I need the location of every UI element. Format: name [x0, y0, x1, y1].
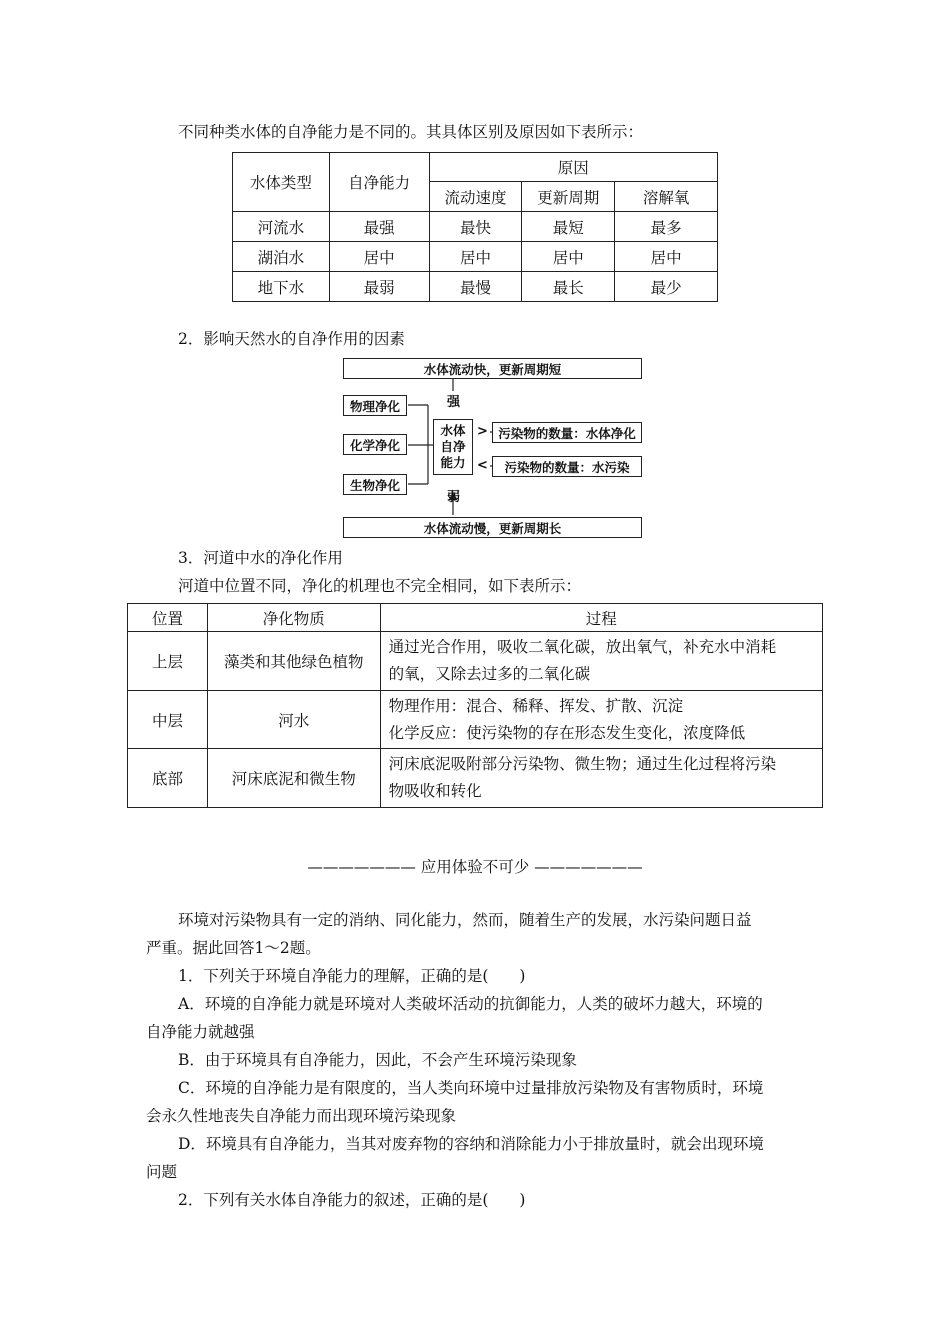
cell-oxygen: 最多 [615, 212, 718, 242]
lt-sign: < [477, 458, 488, 473]
cell-cycle: 最长 [522, 272, 615, 302]
diagram-top-box: 水体流动快，更新周期短 [343, 358, 642, 379]
cell-type: 河流水 [233, 212, 330, 242]
cell-position: 上层 [128, 632, 208, 691]
intro-line: 环境对污染物具有一定的消纳、同化能力，然而，随着生产的发展，水污染问题日益 [178, 911, 752, 929]
option-b: B．由于环境具有自净能力，因此，不会产生环境污染现象 [178, 1051, 577, 1069]
cell-position: 底部 [128, 749, 208, 808]
header-material: 净化物质 [207, 604, 380, 632]
table1-intro: 不同种类水体的自净能力是不同的。其具体区别及原因如下表所示： [178, 123, 644, 141]
header-reason: 原因 [429, 153, 717, 182]
weak-label: 弱 [447, 490, 461, 505]
section-divider: ——————— 应用体验不可少 ——————— [307, 858, 643, 876]
process-line: 河床底泥吸附部分污染物、微生物；通过生化过程将污染 [388, 755, 777, 773]
question-2: 2．下列有关水体自净能力的叙述，正确的是( ) [178, 1191, 526, 1209]
cell-speed: 最快 [429, 212, 522, 242]
diagram-left-box: 物理净化 [343, 395, 407, 416]
gt-sign: > [477, 424, 488, 439]
cell-material: 河床底泥和微生物 [207, 749, 380, 808]
cell-cycle: 最短 [522, 212, 615, 242]
table2-intro: 河道中位置不同，净化的机理也不完全相同，如下表所示： [178, 577, 582, 595]
cell-type: 地下水 [233, 272, 330, 302]
process-line: 物理作用：混合、稀释、挥发、扩散、沉淀 [388, 696, 684, 715]
header-oxygen: 溶解氧 [615, 182, 718, 212]
cell-speed: 最慢 [429, 272, 522, 302]
section2-title: 2．影响天然水的自净作用的因素 [178, 330, 405, 348]
cell-capacity: 最弱 [329, 272, 429, 302]
cell-oxygen: 居中 [615, 242, 718, 272]
option-d-cont: 问题 [146, 1163, 178, 1181]
cell-process [380, 691, 822, 749]
questions-block [146, 906, 826, 1214]
header-cycle: 更新周期 [522, 182, 615, 212]
cell-capacity: 居中 [329, 242, 429, 272]
option-a-cont: 自净能力就越强 [146, 1023, 255, 1041]
diagram-bottom-box: 水体流动慢，更新周期长 [343, 517, 642, 538]
process-line: 化学反应：使污染物的存在形态发生变化，浓度降低 [388, 723, 746, 742]
header-position: 位置 [128, 604, 208, 632]
water-body-table [232, 152, 718, 302]
cell-oxygen: 最少 [615, 272, 718, 302]
header-capacity: 自净能力 [329, 153, 429, 212]
cell-cycle: 居中 [522, 242, 615, 272]
diagram-left-box: 生物净化 [343, 474, 407, 495]
table-row [233, 272, 718, 302]
process-line: 物吸收和转化 [388, 782, 482, 800]
header-speed: 流动速度 [429, 182, 522, 212]
question-1: 1．下列关于环境自净能力的理解，正确的是( ) [178, 967, 526, 985]
cell-speed: 居中 [429, 242, 522, 272]
table-row [128, 691, 823, 749]
table-row [233, 212, 718, 242]
diagram-center-box: 水体自净能力 [433, 419, 473, 475]
cell-process [380, 632, 822, 691]
diagram-left-box: 化学净化 [343, 434, 407, 455]
cell-process [380, 749, 822, 808]
intro-line: 严重。据此回答1～2题。 [146, 939, 321, 957]
diagram-right-box: 污染物的数量：水体净化 [492, 422, 642, 443]
table-row [233, 242, 718, 272]
strong-label: 强 [447, 395, 461, 410]
cell-material: 藻类和其他绿色植物 [207, 632, 380, 691]
section3-title: 3．河道中水的净化作用 [178, 549, 343, 567]
option-c: C．环境的自净能力是有限度的，当人类向环境中过量排放污染物及有害物质时，环境 [178, 1079, 764, 1097]
cell-material: 河水 [207, 691, 380, 749]
header-type: 水体类型 [233, 153, 330, 212]
option-a: A．环境的自净能力就是环境对人类破坏活动的抗御能力，人类的破坏力越大，环境的 [178, 995, 763, 1013]
river-purification-table [127, 603, 823, 808]
table-row [128, 749, 823, 808]
process-line: 通过光合作用，吸收二氧化碳，放出氧气，补充水中消耗 [388, 638, 777, 656]
header-process: 过程 [380, 604, 822, 632]
cell-position: 中层 [128, 691, 208, 749]
table-row [128, 632, 823, 691]
process-line: 的氧，又除去过多的二氧化碳 [388, 665, 591, 683]
option-c-cont: 会永久性地丧失自净能力而出现环境污染现象 [146, 1107, 457, 1125]
cell-capacity: 最强 [329, 212, 429, 242]
option-d: D．环境具有自净能力，当其对废弃物的容纳和消除能力小于排放量时，就会出现环境 [178, 1135, 764, 1153]
cell-type: 湖泊水 [233, 242, 330, 272]
diagram-right-box: 污染物的数量：水污染 [492, 456, 642, 477]
